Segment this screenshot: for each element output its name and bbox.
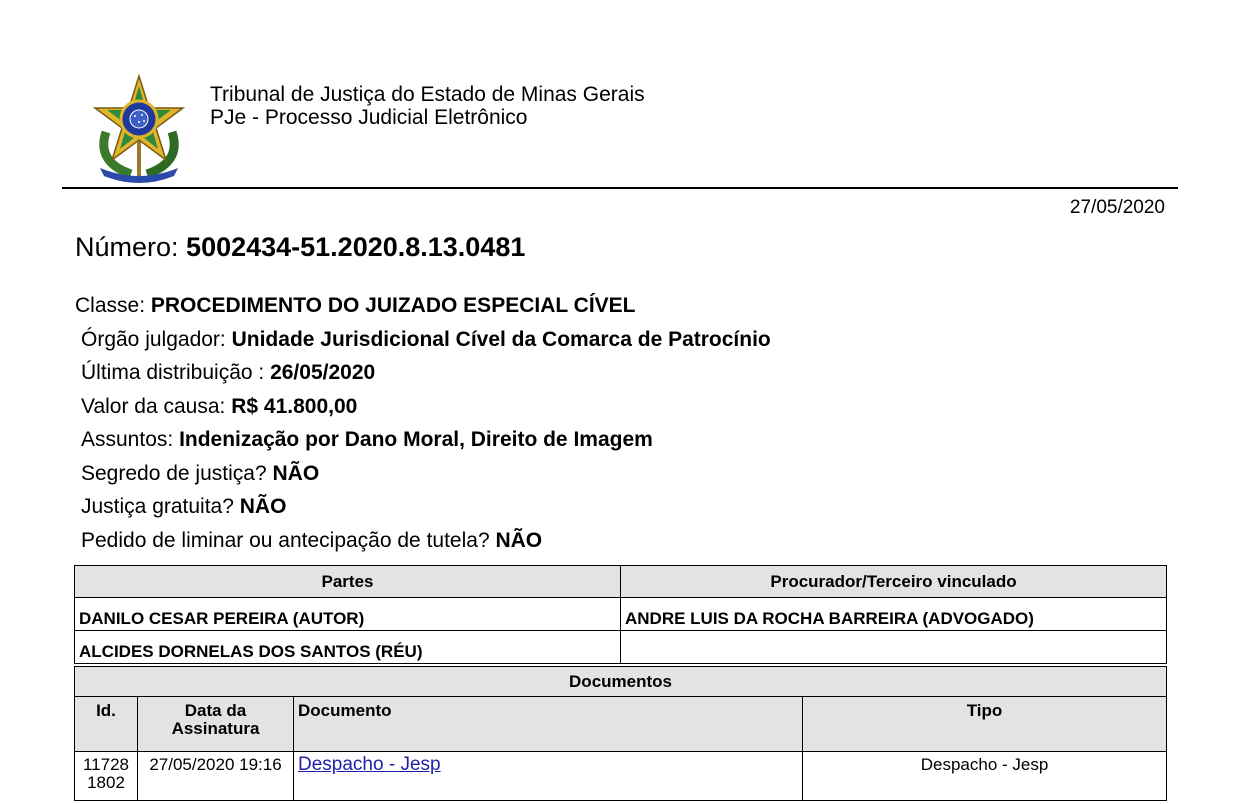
party-cell: ALCIDES DORNELAS DOS SANTOS (RÉU) [75, 631, 621, 664]
header-divider [62, 187, 1178, 189]
doc-date: 27/05/2020 19:16 [138, 752, 294, 801]
field-label: Assuntos: [81, 428, 174, 451]
doc-type: Despacho - Jesp [803, 752, 1167, 801]
document-link[interactable]: Despacho - Jesp [298, 754, 441, 775]
field-assuntos [75, 426, 771, 460]
field-ultima-distribuicao [75, 359, 771, 393]
doc-name-cell [294, 752, 803, 801]
print-date: 27/05/2020 [1069, 197, 1165, 218]
system-name: PJe - Processo Judicial Eletrônico [210, 106, 528, 129]
field-value: PROCEDIMENTO DO JUIZADO ESPECIAL CÍVEL [150, 294, 636, 317]
table-row [75, 631, 1167, 664]
court-name: Tribunal de Justiça do Estado de Minas Gerais [210, 83, 645, 106]
doc-id: 117281802 [75, 752, 138, 801]
brazil-coat-of-arms-icon [86, 72, 192, 184]
field-value: Indenização por Dano Moral, Direito de Imagem [179, 428, 653, 451]
documents-table [74, 666, 1167, 801]
field-value: NÃO [239, 495, 287, 518]
field-value: Unidade Jurisdicional Cível da Comarca de Patrocínio [231, 327, 771, 351]
case-number-value: 5002434-51.2020.8.13.0481 [186, 232, 526, 262]
case-number-label: Número: [75, 232, 179, 262]
field-label: Justiça gratuita? [81, 495, 234, 518]
documents-title: Documentos [75, 667, 1167, 697]
case-metadata [75, 292, 771, 560]
field-value: 26/05/2020 [270, 361, 376, 384]
party-cell: DANILO CESAR PEREIRA (AUTOR) [75, 598, 621, 631]
documents-title-row [75, 667, 1167, 697]
field-value: NÃO [272, 461, 320, 485]
attorney-cell: ANDRE LUIS DA ROCHA BARREIRA (ADVOGADO) [621, 598, 1167, 631]
field-label: Segredo de justiça? [81, 461, 267, 485]
header-tipo: Tipo [803, 697, 1167, 752]
field-label: Classe: [75, 294, 146, 317]
field-label: Última distribuição : [81, 361, 265, 384]
field-value: R$ 41.800,00 [231, 394, 358, 418]
documents-header-row [75, 697, 1167, 752]
field-classe [75, 292, 771, 326]
header-org-block [210, 83, 645, 129]
field-justica-gratuita [75, 493, 771, 527]
field-orgao-julgador [75, 326, 771, 360]
attorney-cell [621, 631, 1167, 664]
table-row [75, 598, 1167, 631]
parties-table [74, 565, 1167, 664]
field-pedido-liminar [75, 527, 771, 561]
field-label: Órgão julgador: [81, 327, 226, 351]
field-label: Pedido de liminar ou antecipação de tutela? [81, 528, 490, 552]
field-label: Valor da causa: [81, 394, 226, 418]
field-valor-causa [75, 393, 771, 427]
table-row [75, 752, 1167, 801]
header-id: Id. [75, 697, 138, 752]
header-data-assinatura: Data da Assinatura [138, 697, 294, 752]
field-segredo-justica [75, 460, 771, 494]
case-number [75, 232, 525, 263]
parties-header-row [75, 566, 1167, 598]
parties-header-partes: Partes [75, 566, 621, 598]
header-documento: Documento [294, 697, 803, 752]
field-value: NÃO [495, 528, 543, 552]
parties-header-procurador: Procurador/Terceiro vinculado [621, 566, 1167, 598]
